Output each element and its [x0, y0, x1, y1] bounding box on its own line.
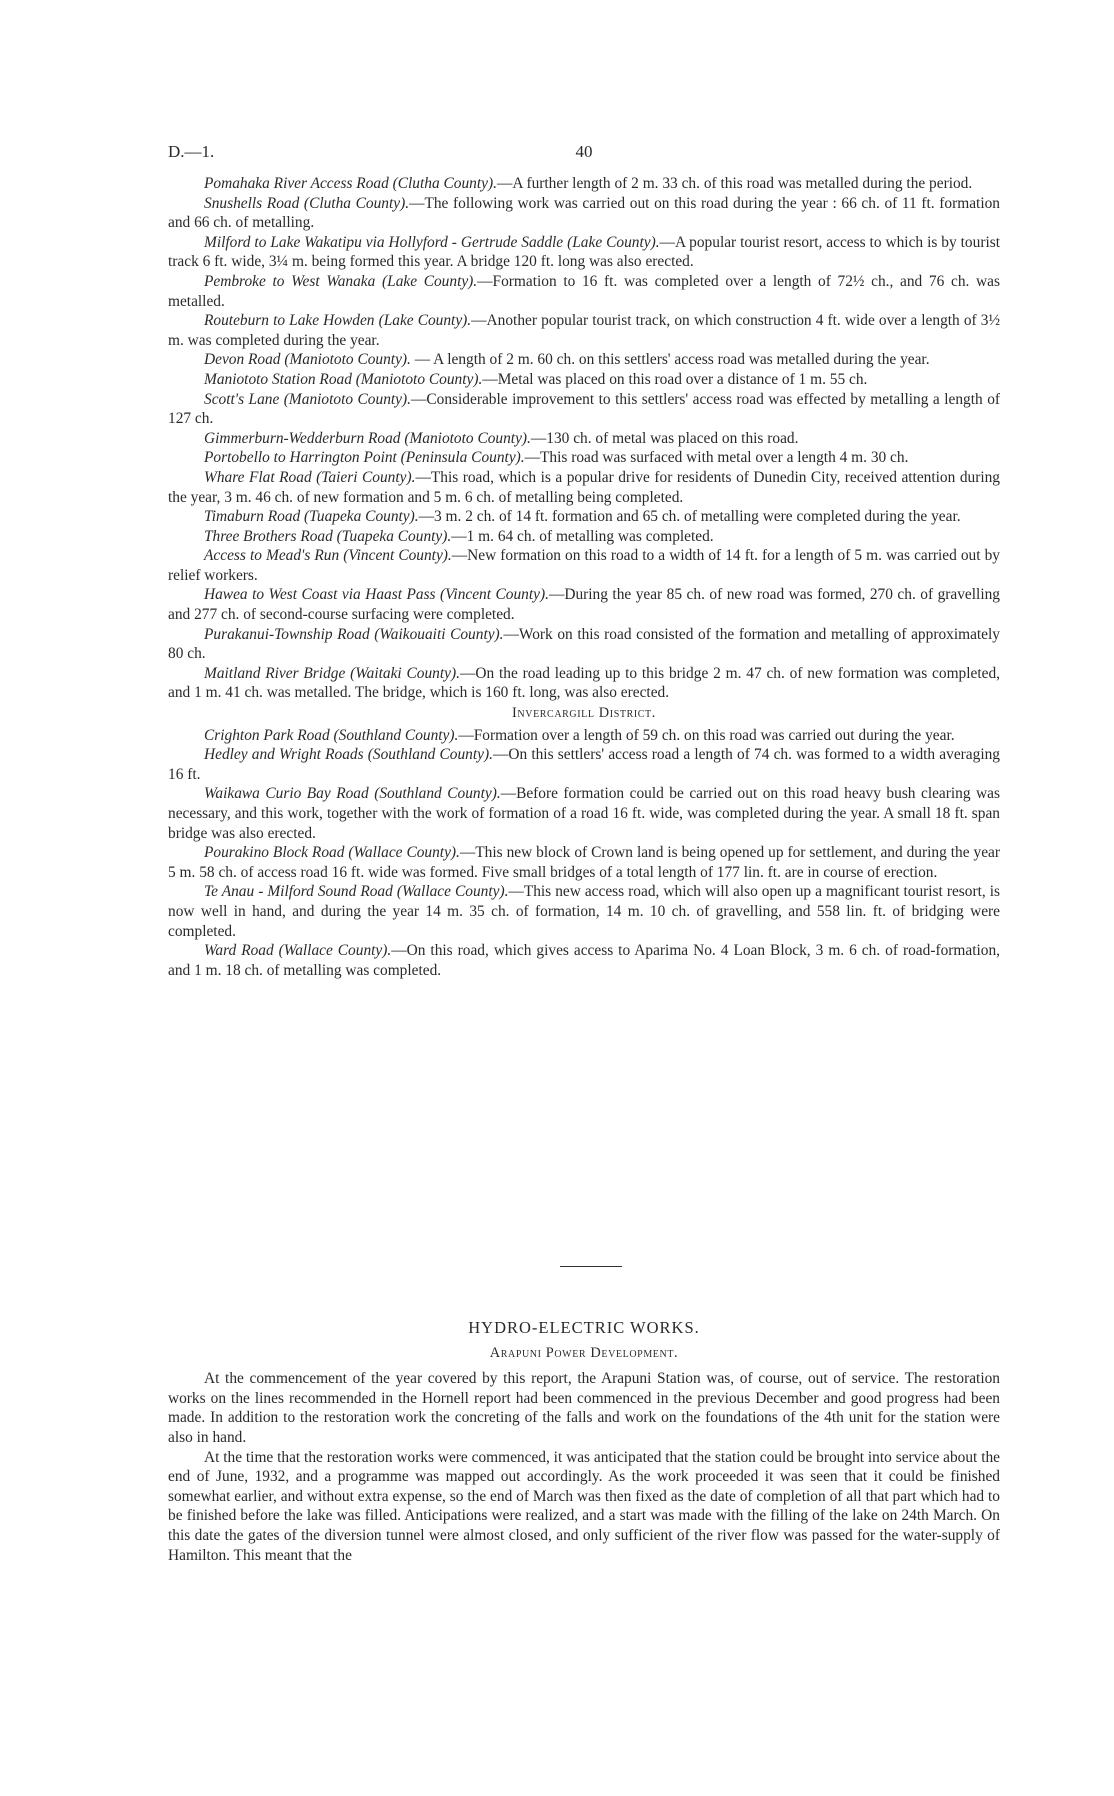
road-description: —This new block of Crown land is being opened up for settlement, and during the year 5 m. 58 ch. of access road 16 ft. wide was formed. Five small bridges of a total length of 177 lin. ft. are in course of erection. [168, 844, 1000, 881]
road-paragraph [168, 272, 1000, 311]
road-description: —Another popular tourist track, on which construction 4 ft. wide over a length of 3½ m. was completed during the year. [168, 312, 1001, 349]
road-name: Hedley and Wright Roads (Southland County). [204, 746, 493, 764]
road-description: —A popular tourist resort, access to which is by tourist track 6 ft. wide, 3¼ m. being formed this year. A bridge 120 ft. long was also erected. [168, 233, 1000, 271]
road-description: —During the year 85 ch. of new road was formed, 270 ch. of gravelling and 277 ch. of second-course surfacing were completed. [168, 586, 1000, 624]
road-paragraph [168, 625, 1000, 664]
road-name: Pourakino Block Road (Wallace County). [204, 844, 460, 862]
road-paragraph [168, 174, 1000, 194]
road-description: —A further length of 2 m. 33 ch. of this road was metalled during the period. [496, 175, 973, 192]
road-description: — A length of 2 m. 60 ch. on this settlers' access road was metalled during the year. [410, 351, 930, 369]
road-paragraph [168, 745, 1000, 784]
road-description: —This road was surfaced with metal over a length 4 m. 30 ch. [524, 449, 909, 467]
road-paragraph [168, 507, 1000, 527]
running-header [168, 142, 1000, 166]
road-paragraph [168, 390, 1000, 429]
road-name: Portobello to Harrington Point (Peninsula County). [204, 449, 525, 467]
road-name: Devon Road (Maniototo County). [204, 351, 411, 369]
section-title: HYDRO-ELECTRIC WORKS. [468, 1318, 700, 1337]
road-name: Pomahaka River Access Road (Clutha County). [204, 175, 497, 192]
road-name: Access to Mead's Run (Vincent County). [204, 547, 452, 565]
road-paragraph [168, 194, 1000, 233]
road-description: —This new access road, which will also open up a magnificant tourist resort, is now well in hand, and during the year 14 m. 35 ch. of formation, 14 m. 10 ch. of gravelling, and 558 lin. ft. of bridging were completed. [168, 883, 1001, 940]
road-name: Whare Flat Road (Taieri County). [204, 468, 416, 486]
road-paragraph [168, 784, 1000, 843]
road-description: —Formation over a length of 59 ch. on this road was carried out during the year. [458, 726, 955, 744]
road-paragraph [168, 311, 1000, 350]
road-description: —On this settlers' access road a length of 74 ch. was formed to a width averaging 16 ft. [168, 746, 1000, 783]
road-paragraph [168, 350, 1000, 370]
section-divider [560, 1266, 622, 1267]
road-description: —This road, which is a popular drive for residents of Dunedin City, received attention during the year, 3 m. 46 ch. of new formation and 5 m. 6 ch. of metalling being completed. [168, 468, 1000, 506]
road-name: Waikawa Curio Bay Road (Southland County). [204, 785, 501, 803]
road-name: Three Brothers Road (Tuapeka County). [204, 527, 452, 545]
road-description: —Before formation could be carried out on this road heavy bush clearing was necessary, and this work, together with the work of formation of a road 16 ft. wide, was completed during the year. A small 18 ft. span bridge was also erected. [168, 785, 1000, 842]
road-paragraph [168, 546, 1000, 585]
road-paragraph [168, 585, 1000, 624]
road-name: Purakanui-Township Road (Waikouaiti County). [204, 625, 504, 643]
road-paragraph [168, 468, 1000, 507]
road-description: —Metal was placed on this road over a distance of 1 m. 55 ch. [482, 370, 868, 388]
road-description: —New formation on this road to a width of 14 ft. for a length of 5 m. was carried out by relief workers. [168, 547, 1000, 584]
road-name: Maitland River Bridge (Waitaki County). [204, 664, 460, 682]
road-name: Crighton Park Road (Southland County). [204, 726, 459, 744]
road-paragraph [168, 664, 1000, 703]
roads-section [168, 174, 1000, 980]
road-name: Hawea to West Coast via Haast Pass (Vincent County). [204, 586, 549, 604]
road-paragraph [168, 941, 1000, 980]
road-description: —On this road, which gives access to Aparima No. 4 Loan Block, 3 m. 6 ch. of road-formation, and 1 m. 18 ch. of metalling was completed. [168, 942, 1000, 979]
page-number: 40 [575, 142, 593, 161]
road-name: Scott's Lane (Maniototo County). [204, 390, 411, 408]
road-description: —The following work was carried out on this road during the year : 66 ch. of 11 ft. formation and 66 ch. of metalling. [168, 194, 1001, 232]
road-paragraph [168, 882, 1000, 941]
road-name: Gimmerburn-Wedderburn Road (Maniototo County). [204, 429, 531, 447]
road-name: Milford to Lake Wakatipu via Hollyford - Gertrude Saddle (Lake County). [204, 233, 660, 251]
subsection-title: Arapuni Power Development. [489, 1344, 679, 1361]
road-paragraph [168, 370, 1000, 390]
road-description: —3 m. 2 ch. of 14 ft. formation and 65 ch. of metalling were completed during the year. [418, 508, 961, 526]
road-paragraph [168, 429, 1000, 449]
road-paragraph [168, 726, 1000, 746]
document-id: D.—1. [168, 142, 215, 161]
road-description: —1 m. 64 ch. of metalling was completed. [451, 527, 714, 545]
road-name: Timaburn Road (Tuapeka County). [204, 508, 419, 526]
road-description: —130 ch. of metal was placed on this road. [530, 429, 799, 447]
road-description: —On the road leading up to this bridge 2 m. 47 ch. of new formation was completed, and 1 m. 41 ch. was metalled. The bridge, which is 160 ft. long, was also erected. [168, 664, 1000, 702]
road-name: Routeburn to Lake Howden (Lake County). [204, 312, 472, 330]
district-heading: Invercargill District. [512, 705, 656, 722]
road-name: Te Anau - Milford Sound Road (Wallace County). [204, 883, 509, 901]
body-paragraph: At the time that the restoration works were commenced, it was anticipated that the station could be brought into service about the end of June, 1932, and a programme was mapped out accordingly. As the work proceeded it was seen that it could be finished somewhat earlier, and without extra expense, so the end of March was then fixed as the date of completion of all that part which had to be finished before the lake was filled. Anticipations were realized, and a start was made with the filling of the lake on 24th March. On this date the gates of the diversion tunnel were almost closed, and only sufficient of the river flow was passed for the water-supply of Hamilton. This meant that the [168, 1448, 1000, 1564]
road-name: Pembroke to West Wanaka (Lake County). [204, 272, 478, 290]
hydro-electric-section [168, 1318, 1000, 1565]
road-description: —Work on this road consisted of the formation and metalling of approximately 80 ch. [168, 625, 1000, 663]
road-name: Maniototo Station Road (Maniototo County). [204, 370, 483, 388]
road-description: —Considerable improvement to this settlers' access road was effected by metalling a length of 127 ch. [168, 390, 1001, 428]
road-description: —Formation to 16 ft. was completed over a length of 72½ ch., and 76 ch. was metalled. [168, 272, 1000, 310]
road-paragraph [168, 843, 1000, 882]
body-paragraph: At the commencement of the year covered by this report, the Arapuni Station was, of course, out of service. The restoration works on the lines recommended in the Hornell report had been commenced in the previous December and good progress had been made. In addition to the restoration work the concreting of the falls and work on the foundations of the 4th unit for the station were also in hand. [168, 1370, 1000, 1446]
road-paragraph [168, 527, 1000, 547]
road-paragraph [168, 233, 1000, 272]
road-name: Snushells Road (Clutha County). [204, 194, 410, 212]
road-name: Ward Road (Wallace County). [204, 942, 392, 960]
road-paragraph [168, 448, 1000, 468]
